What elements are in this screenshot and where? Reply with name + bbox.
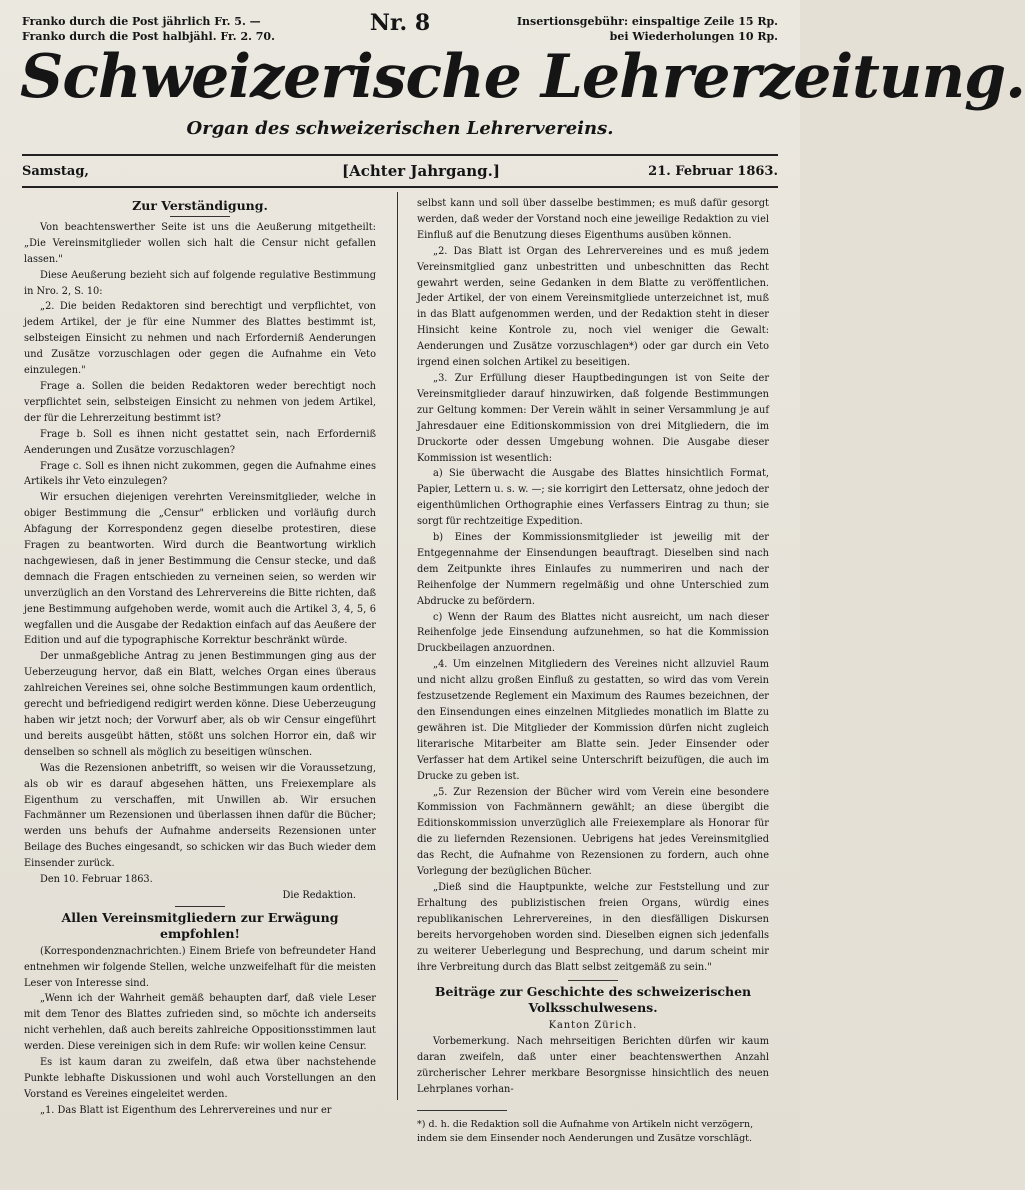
right-column <box>417 196 769 1098</box>
footnote-rule <box>417 1110 507 1111</box>
insertion-fee <box>517 14 778 44</box>
paragraph: Frage c. Soll es ihnen nicht zukommen, gegen die Aufnahme eines Artikels ihr Veto einzulegen? <box>24 460 376 488</box>
article-heading-beitraege: Beiträge zur Geschichte des schweizerischen Volksschulwesens. <box>434 984 752 1016</box>
paragraph: Von beachtenswerther Seite ist uns die Aeußerung mitgetheilt: „Die Vereinsmitglieder wollen sich halt die Censur nicht gefallen lassen." <box>24 221 376 265</box>
left-column <box>24 196 376 1119</box>
issue-date: 21. Februar 1863. <box>648 164 778 179</box>
paragraph: Der unmaßgebliche Antrag zu jenen Bestimmungen ging aus der Ueberzeugung hervor, daß ein Blatt, welches Organ eines überaus zahlreichen Vereines sei, ohne solche Bestimmungen kaum ordentlich, gerecht und befriedigend redigirt werden könne. Diese Ueberzeugung haben wir jetzt noch; der Vorwurf aber, als ob wir Censur eingeführt und bereits ausgeübt hätten, stößt uns solchen Horror ein, daß wir denselben so schnell als möglich zu beseitigen wünschen. <box>24 651 376 758</box>
paragraph: Vorbemerkung. Nach mehrseitigen Berichten dürfen wir kaum daran zweifeln, daß unter einer beachtenswerthen Anzahl zürcherischer Lehrer merkbare Besorgnisse hinsichtlich des neuen Lehrplanes vorhan- <box>417 1036 769 1095</box>
volume-label: [Achter Jahrgang.] <box>342 162 500 180</box>
paragraph: Wir ersuchen diejenigen verehrten Vereinsmitglieder, welche in obiger Bestimmung die „Censur" erblicken und vorläufig durch Abfagung der Korrespondenz gegen dieselbe protestiren, diese Fragen zu beantworten. Wird durch die Beantwortung wirklich nachgewiesen, daß in jener Bestimmung die Censur stecke, und daß demnach die Fragen entschieden zu verneinen seien, so werden wir unverzüglich an den Vorstand des Lehrervereins die Bitte richten, daß jene Bestimmung aufgehoben werde, womit auch die Artikel 3, 4, 5, 6 wegfallen und die Ausgabe der Redaktion einfach auf das Aeußere der Edition und auf die typographische Korrektur beschränkt würde. <box>24 492 376 647</box>
paragraph: „Dieß sind die Hauptpunkte, welche zur Feststellung und zur Erhaltung des publizistischen freien Organs, würdig eines republikanischen Lehrervereines, in den diesfälligen Diskursen bereits hervorgehoben worden sind. Dieselben eignen sich jedenfalls zu weiterer Ueberlegung und Besprechung, und darum scheint mir ihre Verbreitung durch das Blatt selbst zeitgemäß zu sein." <box>417 881 769 973</box>
top-rule <box>22 154 778 156</box>
subscription-halfyear: Franko durch die Post halbjähl. Fr. 2. 70. <box>22 30 275 43</box>
paragraph: selbst kann und soll über dasselbe bestimmen; es muß dafür gesorgt werden, daß weder der Vorstand noch eine jeweilige Redaktion zu viel Einfluß auf die Benutzung dieses Eigenthums ausüben können. <box>417 198 769 241</box>
subscription-yearly: Franko durch die Post jährlich Fr. 5. — <box>22 15 261 28</box>
section-rule <box>175 906 225 907</box>
paragraph: „Wenn ich der Wahrheit gemäß behaupten darf, daß viele Leser mit dem Tenor des Blattes zufrieden sind, so möchte ich anderseits nicht verhehlen, daß auch bereits zahlreiche Oppositionsstimmen laut werden. Diese vereinigen sich in dem Rufe: wir wollen keine Censur. <box>24 993 376 1053</box>
footnote: *) d. h. die Redaktion soll die Aufnahme von Artikeln nicht verzögern, indem sie dem Einsender noch Aenderungen und Zusätze vorschlägt. <box>417 1119 754 1144</box>
insertion-fee-line: Insertionsgebühr: einspaltige Zeile 15 Rp. <box>516 15 778 28</box>
paragraph: (Korrespondenznachrichten.) Einem Briefe von befreundeter Hand entnehmen wir folgende Stellen, welche unzweifelhaft für die meisten Leser von Interesse sind. <box>24 945 376 989</box>
paragraph: „2. Das Blatt ist Organ des Lehrervereines und es muß jedem Vereinsmitglied ganz unbestritten und unbeschnitten das Recht gewahrt werden, seine Gedanken in dem Blatte zu veröffentlichen. Jeder Artikel, der von einem Vereinsmitgliede unterzeichnet ist, muß in das Blatt aufgenommen werden, und der Redaktion steht in dieser Hinsicht keine Kontrole zu, noch viel weniger die Gewalt: Aenderungen und Zusätze vorzuschlagen*) oder gar durch ein Veto irgend einen solchen Artikel zu beseitigen. <box>417 245 769 369</box>
paragraph: „4. Um einzelnen Mitgliedern des Vereines nicht allzuviel Raum und nicht allzu großen Einfluß zu gestatten, so wird das vom Verein festzusetzende Reglement ein Maximum des Raumes bezeichnen, der den Einsendungen eines einzelnen Mitgliedes monatlich im Blatte zu gewähren ist. Die Mitglieder der Kommission dürfen nicht zugleich literarische Mitarbeiter am Blatte sein. Jeder Einsender oder Verfasser hat dem Artikel seine Unterschrift beizufügen, die auch im Drucke zu geben ist. <box>417 659 769 782</box>
dateline <box>22 160 778 184</box>
date-line: Den 10. Februar 1863. <box>40 874 153 886</box>
newspaper-subtitle: Organ des schweizerischen Lehrervereins. <box>186 118 614 139</box>
insertion-repeat-line: bei Wiederholungen 10 Rp. <box>609 30 778 43</box>
issue-number: Nr. 8 <box>369 10 431 36</box>
heading-underline <box>170 216 230 217</box>
paragraph: „3. Zur Erfüllung dieser Hauptbedingungen ist von Seite der Vereinsmitglieder darauf hinzuwirken, daß folgende Bestimmungen zur Geltung kommen: Der Verein wählt in seiner Versammlung je auf Jahresdauer eine Editionskommission von drei Mitgliedern, die im Druckorte oder dessen Umgebung wohnen. Die Ausgabe dieser Kommission ist wesentlich: <box>417 372 769 464</box>
paragraph: „2. Die beiden Redaktoren sind berechtigt und verpflichtet, von jedem Artikel, der je für eine Nummer des Blattes bestimmt ist, selbsteigen Einsicht zu nehmen und nach Erforderniß Aenderungen und Zusätze vorzuschlagen oder gegen die Aufnahme ein Veto einzulegen." <box>24 301 376 377</box>
column-divider <box>397 192 398 1100</box>
paragraph: Es ist kaum daran zu zweifeln, daß etwa über nachstehende Punkte lebhafte Diskussionen und wohl auch Vorstellungen an den Vorstand es Vereines eingeleitet werden. <box>24 1057 376 1100</box>
newspaper-title: Schweizerische Lehrerzeitung. <box>20 42 1025 112</box>
paragraph: „1. Das Blatt ist Eigenthum des Lehrervereines und nur er <box>40 1104 332 1116</box>
section-rule <box>568 980 618 981</box>
article-subheading-zuerich: Kanton Zürich. <box>548 1020 638 1032</box>
weekday: Samstag, <box>22 164 89 179</box>
article-heading-verstaendigung: Zur Verständigung. <box>132 198 268 213</box>
article-heading-erwaegung: Allen Vereinsmitgliedern zur Erwägung empfohlen! <box>61 909 339 941</box>
paragraph: b) Eines der Kommissionsmitglieder ist jeweilig mit der Entgegennahme der Einsendungen beauftragt. Dieselben sind nach dem Zeitpunkte ihres Einlaufes zu nummeriren und nach der Reihenfolge der Nummern regelmäßig und ohne Unterschied zum Abdrucke zu befördern. <box>417 532 769 607</box>
paragraph: Frage a. Sollen die beiden Redaktoren weder berechtigt noch verpflichtet sein, selbsteigen Einsicht zu nehmen von jedem Artikel, der für die Lehrerzeitung bestimmt ist? <box>24 380 376 424</box>
paragraph: Frage b. Soll es ihnen nicht gestattet sein, nach Erforderniß Aenderungen und Zusätze vorzuschlagen? <box>24 428 376 456</box>
signature-redaktion: Die Redaktion. <box>282 889 356 901</box>
paragraph: „5. Zur Rezension der Bücher wird vom Verein eine besondere Kommission von Fachmännern gewählt; an diese übergibt die Editionskommission unverzüglich alle Freiexemplare als Honorar für die zu liefernden Rezensionen. Uebrigens hat jedes Vereinsmitglied das Recht, die Aufnahme von Rezensionen zu fordern, auch ohne Vorlegung der bezüglichen Bücher. <box>417 786 769 878</box>
dateline-rule <box>22 186 778 188</box>
paragraph: Was die Rezensionen anbetrifft, so weisen wir die Voraussetzung, als ob wir es darauf abgesehen hätten, uns Freiexemplare als Eigenthum zu verschaffen, mit Unwillen ab. Wir ersuchen Fachmänner um Rezensionen und überlassen ihnen dafür die Bücher; werden uns behufs der Aufnahme anderseits Rezensionen unter Beilage des Buches eingesandt, so schicken wir das Buch wieder dem Einsender zurück. <box>24 762 376 870</box>
subscription-info <box>22 14 275 44</box>
paragraph: Diese Aeußerung bezieht sich auf folgende regulative Bestimmung in Nro. 2, S. 10: <box>24 269 376 297</box>
paragraph: a) Sie überwacht die Ausgabe des Blattes hinsichtlich Format, Papier, Lettern u. s. w. —; sie korrigirt den Lettersatz, ohne jedoch der eigenthümlichen Orthographie eines Verfassers Eintrag zu thun; sie sorgt für rechtzeitige Expedition. <box>417 468 769 528</box>
paragraph: c) Wenn der Raum des Blattes nicht ausreicht, um nach dieser Reihenfolge jede Einsendung aufzunehmen, so hat die Kommission Druckbeilagen anzuordnen. <box>417 611 769 655</box>
